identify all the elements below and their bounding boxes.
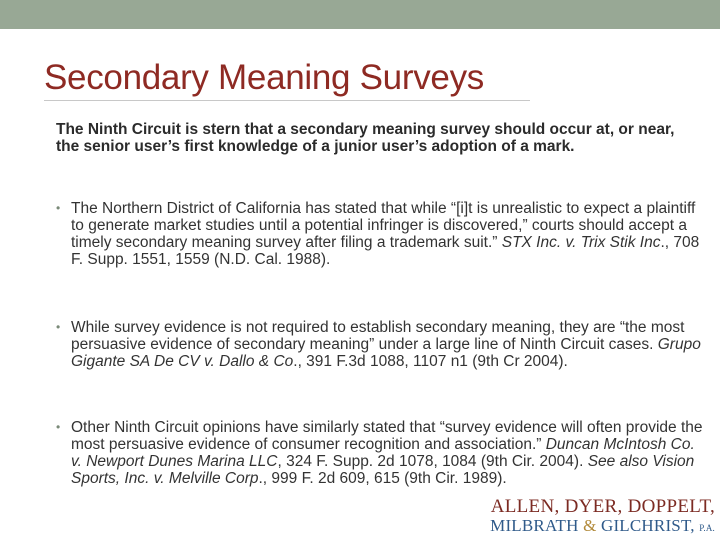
- bullet-item-2: [56, 319, 706, 370]
- case-citation: STX Inc. v. Trix Stik Inc: [501, 234, 661, 251]
- lead-paragraph: The Ninth Circuit is stern that a secondary meaning survey should occur at, or near, the senior user’s first knowledge of a junior user’s adoption of a mark.: [56, 121, 675, 155]
- slide-title: Secondary Meaning Surveys: [44, 58, 484, 97]
- bullet-icon: •: [56, 201, 61, 215]
- bullet-item-1: [56, 200, 706, 268]
- logo-line-1: ALLEN, DYER, DOPPELT,: [490, 496, 715, 517]
- firm-logo: [490, 496, 717, 536]
- bullet-text: The Northern District of California has stated that while “[i]t is unrealistic to expect a plaintiff to generate market studies until a potential infringer is discovered,” courts should accept a timely secondary meaning survey after filing a trademark suit.” STX Inc. v. Trix Stik Inc., 708 F. Supp. 1551, 1559 (N.D. Cal. 1988).: [71, 200, 700, 268]
- bullet-icon: •: [56, 320, 61, 334]
- bullet-icon: •: [56, 420, 61, 434]
- logo-line-2: MILBRATH & GILCHRIST, P.A.: [490, 516, 715, 535]
- case-citation-see-also: See also Vision Sports, Inc. v. Melville Corp: [71, 453, 695, 487]
- case-citation: Grupo Gigante SA De CV v. Dallo & Co: [71, 336, 701, 370]
- title-underline: [44, 100, 530, 101]
- top-band: [0, 0, 720, 29]
- bullet-item-3: [56, 419, 706, 487]
- bullet-text: Other Ninth Circuit opinions have similarly stated that “survey evidence will often provide the most persuasive evidence of consumer recognition and association.” Duncan McIntosh Co. v. Newport Dunes Marina LLC, 324 F. Supp. 2d 1078, 1084 (9th Cir. 2004). See also Vision Sports, Inc. v. Melville Corp., 999 F. 2d 609, 615 (9th Cir. 1989).: [71, 419, 703, 487]
- bullet-text: While survey evidence is not required to establish secondary meaning, they are “the most persuasive evidence of secondary meaning” under a large line of Ninth Circuit cases. Grupo Gigante SA De CV v. Dallo & Co., 391 F.3d 1088, 1107 n1 (9th Cr 2004).: [71, 319, 701, 370]
- case-citation: Duncan McIntosh Co. v. Newport Dunes Marina LLC: [71, 436, 695, 470]
